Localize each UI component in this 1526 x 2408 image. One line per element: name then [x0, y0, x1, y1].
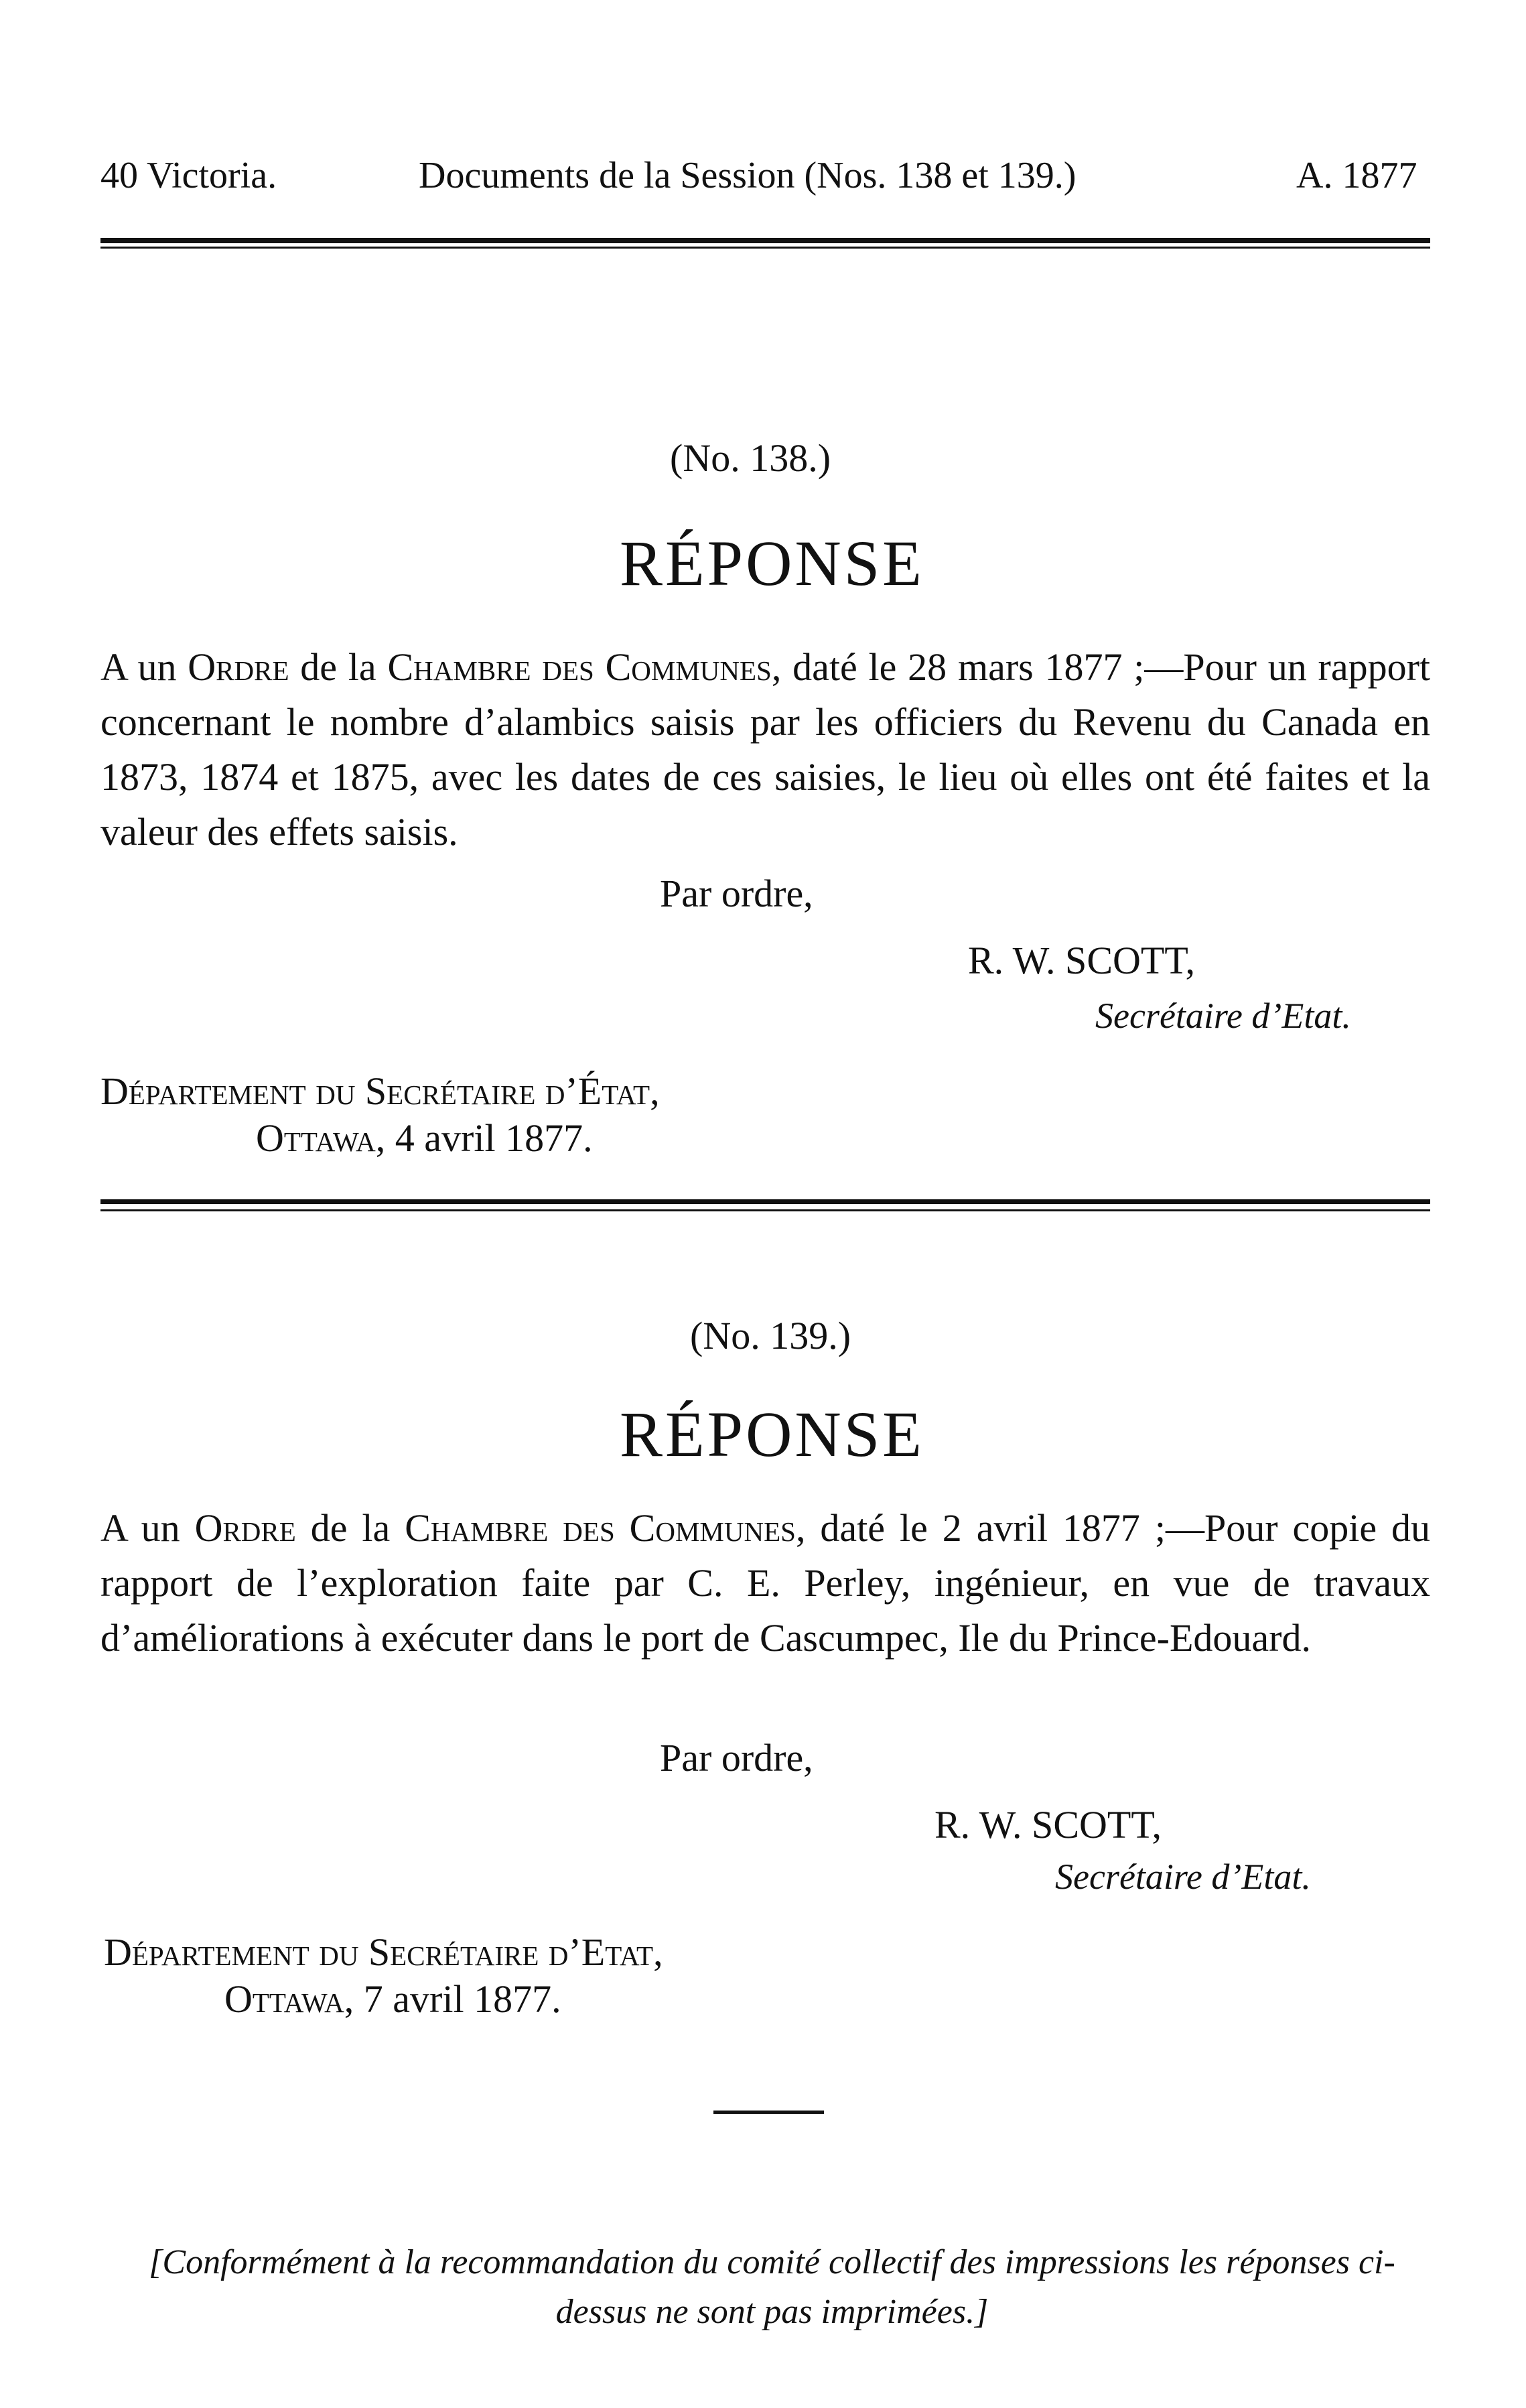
par-ordre: Par ordre,: [660, 872, 813, 915]
header-rule: [100, 238, 1430, 243]
place-date: Ottawa, 4 avril 1877.: [256, 1116, 593, 1160]
footnote: [Conformément à la recommandation du comité collectif des impressions les réponses ci-dessus ne sont pas imprimées.]: [149, 2243, 1395, 2331]
signature: R. W. SCOTT,: [934, 1803, 1162, 1847]
header-center: Documents de la Session (Nos. 138 et 139.): [419, 155, 1077, 196]
place-date: Ottawa, 7 avril 1877.: [224, 1977, 561, 2021]
section-divider-thin: [100, 1209, 1430, 1211]
section-number: (No. 138.): [670, 436, 831, 480]
header-rule-thin: [100, 247, 1430, 249]
header-right: A. 1877: [1296, 155, 1417, 196]
section-title: RÉPONSE: [620, 527, 924, 599]
par-ordre: Par ordre,: [660, 1736, 813, 1780]
end-rule: [713, 2111, 824, 2114]
department: Département du Secrétaire d’État,: [100, 1069, 660, 1113]
header-left: 40 Victoria.: [100, 155, 277, 196]
department: Département du Secrétaire d’Etat,: [104, 1930, 663, 1974]
section-divider: [100, 1199, 1430, 1204]
section-body: A un Ordre de la Chambre des Communes, daté le 2 avril 1877 ;—Pour copie du rapport de l’exploration faite par C. E. Perley, ingénieur, en vue de travaux d’améliorations à exécuter dans le port de Cascumpec, Ile du Prince-Edouard.: [100, 1506, 1431, 1660]
section-number: (No. 139.): [690, 1314, 851, 1357]
signature-title: Secrétaire d’Etat.: [1095, 996, 1351, 1036]
section-body: A un Ordre de la Chambre des Communes, daté le 28 mars 1877 ;—Pour un rapport concernant le nombre d’alambics saisis par les officiers du Revenu du Canada en 1873, 1874 et 1875, avec les dates de ces saisies, le lieu où elles ont été faites et la valeur des effets saisis.: [100, 645, 1431, 854]
section-title: RÉPONSE: [620, 1398, 924, 1470]
signature-title: Secrétaire d’Etat.: [1055, 1857, 1311, 1897]
signature: R. W. SCOTT,: [968, 939, 1195, 982]
